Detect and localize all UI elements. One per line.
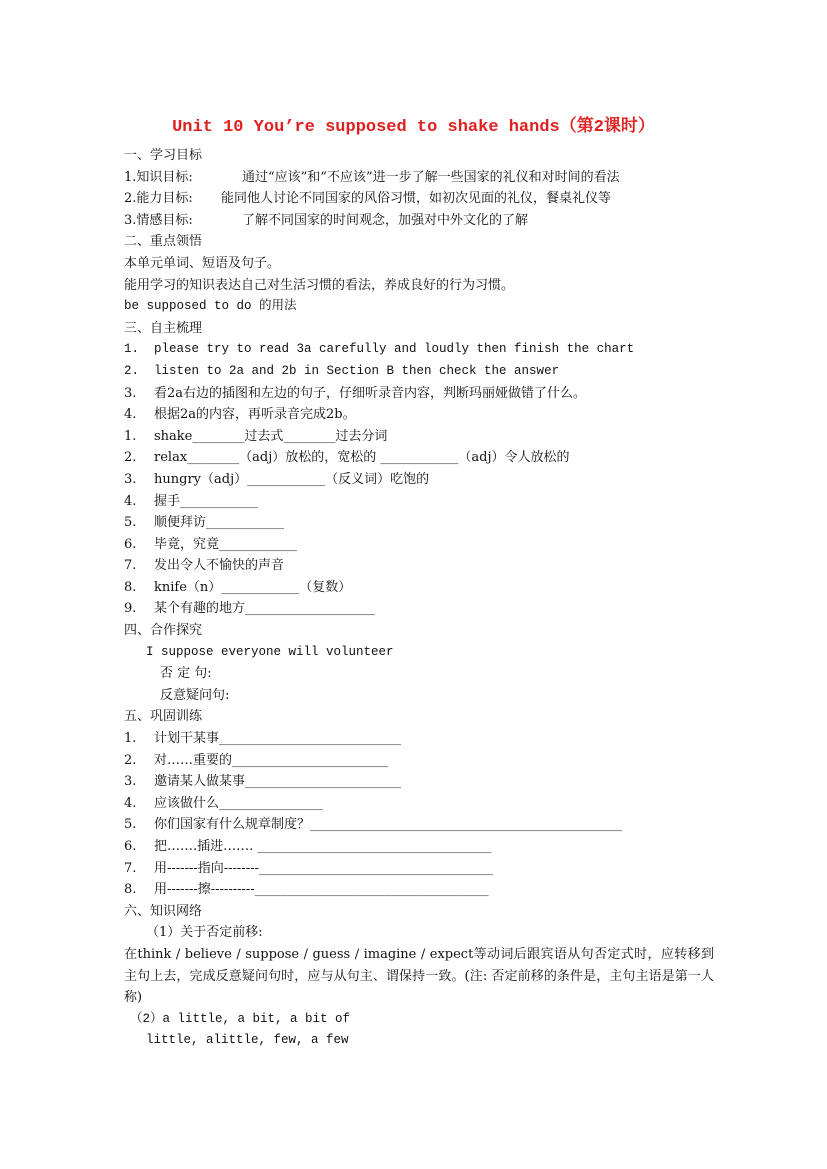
step-item (124, 339, 714, 361)
section-heading-cooperation: 四、合作探究 (124, 623, 203, 639)
vocab-item (124, 491, 714, 513)
knowledge-subheading: （1）关于否定前移: (146, 925, 263, 941)
practice-item (124, 750, 714, 772)
vocab-number: 7. (124, 558, 137, 574)
step-number: 2. (124, 363, 140, 378)
vocab-number: 6. (124, 536, 137, 552)
key-point-line: 本单元单词、短语及句子。 (124, 255, 281, 271)
practice-number: 4. (124, 795, 137, 811)
practice-text: 对……重要的________________________ (154, 752, 389, 768)
negative-sentence-prompt: 否 定 句: (160, 666, 212, 682)
step-text: 根据2a的内容，再听录音完成2b。 (154, 407, 356, 423)
vocab-item (124, 512, 714, 534)
vocab-text: 握手____________ (154, 493, 259, 509)
vocab-number: 3. (124, 471, 137, 487)
practice-text: 计划干某事____________________________ (154, 731, 402, 747)
step-item (124, 383, 714, 405)
step-text: please try to read 3a carefully and loudly then finish the chart (154, 342, 635, 357)
vocab-number: 5. (124, 515, 137, 531)
practice-item (124, 879, 714, 901)
vocab-item (124, 534, 714, 556)
goal-text: 了解不同国家的时间观念，加强对中外文化的了解 (242, 212, 529, 228)
practice-number: 7. (124, 860, 137, 876)
key-point-line: be supposed to do 的用法 (124, 299, 297, 314)
practice-number: 1. (124, 731, 137, 747)
section-heading-key-points: 二、重点领悟 (124, 234, 203, 250)
goal-item (124, 188, 714, 210)
step-number: 3. (124, 385, 137, 401)
vocab-item (124, 469, 714, 491)
vocab-number: 1. (124, 428, 137, 444)
practice-item (124, 836, 714, 858)
practice-number: 5. (124, 817, 137, 833)
goal-text: 通过“应该”和“不应该”进一步了解一些国家的礼仪和对时间的看法 (242, 169, 620, 185)
knowledge-line: little, alittle, few, a few (146, 1033, 349, 1048)
step-item (124, 404, 714, 426)
practice-item (124, 814, 714, 836)
vocab-text: hungry（adj）____________（反义词）吃饱的 (154, 471, 430, 487)
practice-item (124, 728, 714, 750)
practice-item (124, 771, 714, 793)
practice-text: 把…….插进……. ____________________________________ (154, 839, 492, 854)
practice-text: 用-------指向--------____________________________________ (154, 860, 493, 876)
step-text: listen to 2a and 2b in Section B then check the answer (154, 363, 560, 378)
step-number: 4. (124, 407, 137, 423)
practice-text: 应该做什么________________ (154, 795, 324, 811)
practice-text: 用-------擦----------____________________________________ (154, 882, 489, 898)
step-number: 1. (124, 342, 140, 357)
vocab-number: 2. (124, 450, 137, 466)
practice-number: 8. (124, 882, 137, 898)
vocab-item (124, 577, 714, 599)
goal-item (124, 210, 714, 232)
vocab-text: 发出令人不愉快的声音 (154, 558, 285, 574)
section-heading-self-study: 三、自主梳理 (124, 320, 203, 336)
goal-label: 1.知识目标: (124, 169, 193, 185)
practice-item (124, 858, 714, 880)
key-point-line: 能用学习的知识表达自己对生活习惯的看法，养成良好的行为习惯。 (124, 277, 515, 293)
goal-label: 2.能力目标: (124, 191, 193, 207)
vocab-number: 9. (124, 601, 137, 617)
example-sentence: I suppose everyone will volunteer (146, 644, 394, 659)
vocab-item (124, 555, 714, 577)
vocab-number: 4. (124, 493, 137, 509)
practice-text: 邀请某人做某事________________________ (154, 774, 402, 790)
practice-item (124, 793, 714, 815)
vocab-item (124, 426, 714, 448)
vocab-text: 某个有趣的地方____________________ (154, 601, 376, 617)
practice-text: 你们国家有什么规章制度？________________________________________________ (154, 817, 623, 833)
goal-label: 3.情感目标: (124, 212, 193, 228)
vocab-text: shake________过去式________过去分词 (154, 428, 388, 444)
vocab-text: 顺便拜访____________ (154, 515, 285, 531)
page-title: Unit 10 You’re supposed to shake hands（第2课时） (172, 118, 655, 137)
tag-question-prompt: 反意疑问句: (160, 687, 230, 703)
knowledge-subheading: （2）a little, a bit, a bit of (130, 1011, 351, 1026)
practice-number: 3. (124, 774, 137, 790)
section-heading-goals: 一、学习目标 (124, 148, 203, 163)
knowledge-paragraph: 在think / believe / suppose / guess / imagine / expect等动词后跟宾语从句否定式时，应转移到主句上去，完成反意疑问句时，应与从句主、谓保持一致。(注: 否定前移的条件是，主句主语是第一人称) (124, 946, 714, 1006)
vocab-number: 8. (124, 579, 137, 595)
vocab-text: 毕竟，究竟____________ (154, 536, 298, 552)
document-body (124, 145, 714, 1052)
vocab-text: relax________（adj）放松的，宽松的 ____________（adj）令人放松的 (154, 450, 570, 466)
practice-number: 6. (124, 839, 137, 854)
vocab-item (124, 447, 714, 469)
section-heading-knowledge: 六、知识网络 (124, 903, 203, 919)
step-text: 看2a右边的插图和左边的句子，仔细听录音内容，判断玛丽娅做错了什么。 (154, 385, 587, 401)
step-item (124, 361, 714, 383)
section-heading-practice: 五、巩固训练 (124, 709, 203, 725)
vocab-item (124, 598, 714, 620)
goal-text: 能同他人讨论不同国家的风俗习惯，如初次见面的礼仪，餐桌礼仪等 (221, 191, 612, 207)
goal-item (124, 167, 714, 189)
practice-number: 2. (124, 752, 137, 768)
vocab-text: knife（n）____________（复数） (154, 579, 352, 595)
